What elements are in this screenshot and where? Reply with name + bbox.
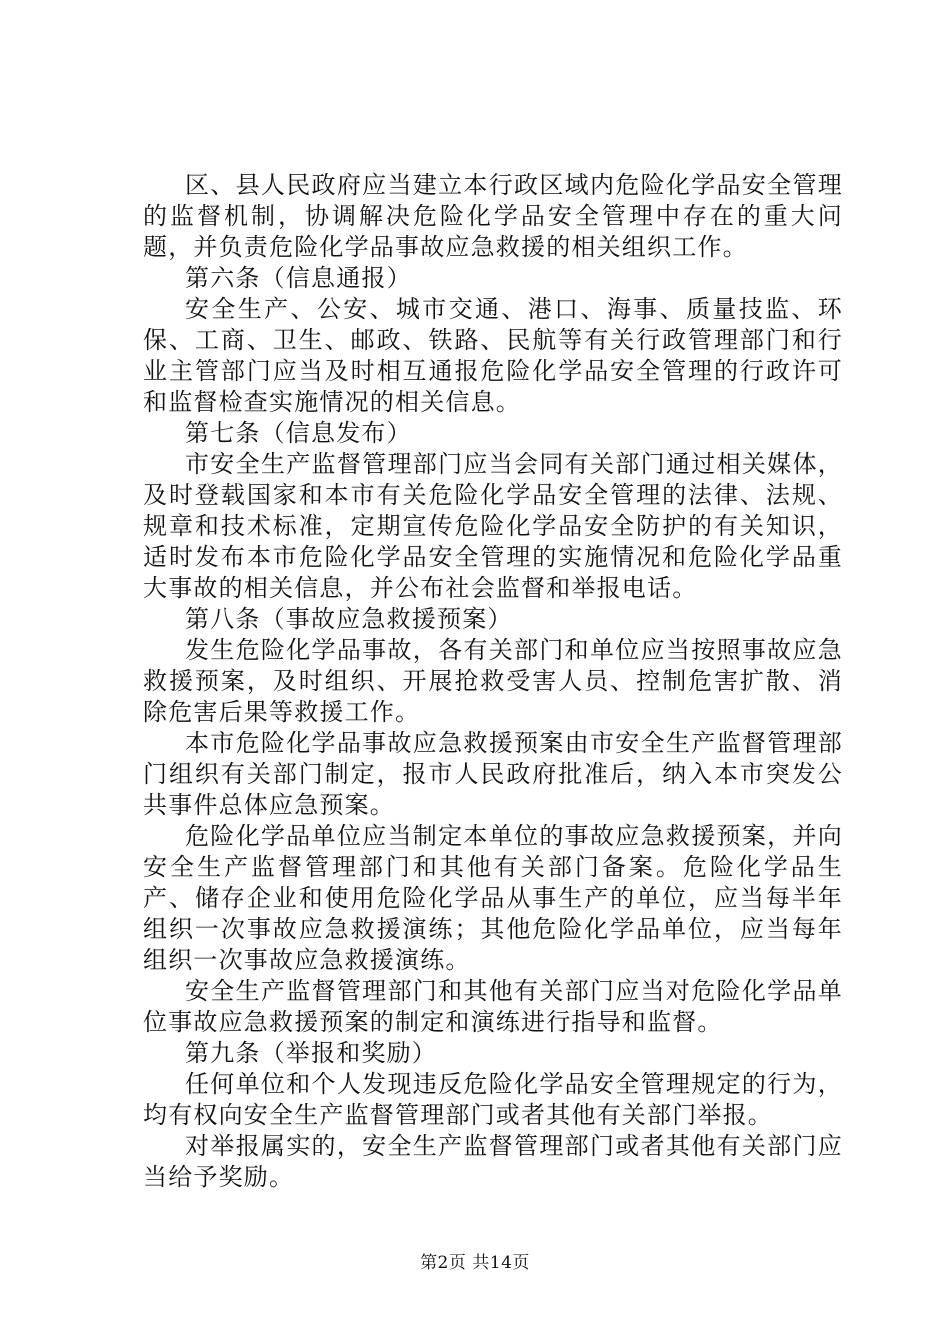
paragraph: 区、县人民政府应当建立本行政区域内危险化学品安全管理的监督机制，协调解决危险化学品安全管理中存在的重大问题，并负责危险化学品事故应急救援的相关组织工作。: [143, 171, 843, 261]
article-heading-6: 第六条（信息通报）: [185, 264, 412, 292]
paragraph: 安全生产、公安、城市交通、港口、海事、质量技监、环保、工商、卫生、邮政、铁路、民航等有关行政管理部门和行业主管部门应当及时相互通报危险化学品安全管理的行政许可和监督检查实施情况的相关信息。: [143, 295, 843, 416]
paragraph: 发生危险化学品事故，各有关部门和单位应当按照事故应急救援预案，及时组织、开展抢救受害人员、控制危害扩散、消除危害后果等救援工作。: [143, 636, 843, 726]
page-number-footer: 第2页 共14页: [420, 1253, 530, 1273]
article-heading-7: 第七条（信息发布）: [185, 419, 412, 447]
paragraph: 本市危险化学品事故应急救援预案由市安全生产监督管理部门组织有关部门制定，报市人民政府批准后，纳入本市突发公共事件总体应急预案。: [143, 729, 843, 819]
paragraph: 安全生产监督管理部门和其他有关部门应当对危险化学品单位事故应急救援预案的制定和演练进行指导和监督。: [143, 977, 843, 1036]
paragraph: 对举报属实的，安全生产监督管理部门或者其他有关部门应当给予奖励。: [143, 1132, 843, 1191]
paragraph: 市安全生产监督管理部门应当会同有关部门通过相关媒体，及时登载国家和本市有关危险化学品安全管理的法律、法规、规章和技术标准，定期宣传危险化学品安全防护的有关知识，适时发布本市危险化学品安全管理的实施情况和危险化学品重大事故的相关信息，并公布社会监督和举报电话。: [143, 450, 843, 602]
article-heading-9: 第九条（举报和奖励）: [185, 1039, 437, 1067]
paragraph: 危险化学品单位应当制定本单位的事故应急救援预案，并向安全生产监督管理部门和其他有关部门备案。危险化学品生产、储存企业和使用危险化学品从事生产的单位，应当每半年组织一次事故应急救援演练；其他危险化学品单位，应当每年组织一次事故应急救援演练。: [143, 822, 843, 974]
document-body: [143, 170, 843, 1193]
paragraph: 任何单位和个人发现违反危险化学品安全管理规定的行为，均有权向安全生产监督管理部门或者其他有关部门举报。: [143, 1070, 843, 1129]
article-heading-8: 第八条（事故应急救援预案）: [185, 605, 513, 633]
